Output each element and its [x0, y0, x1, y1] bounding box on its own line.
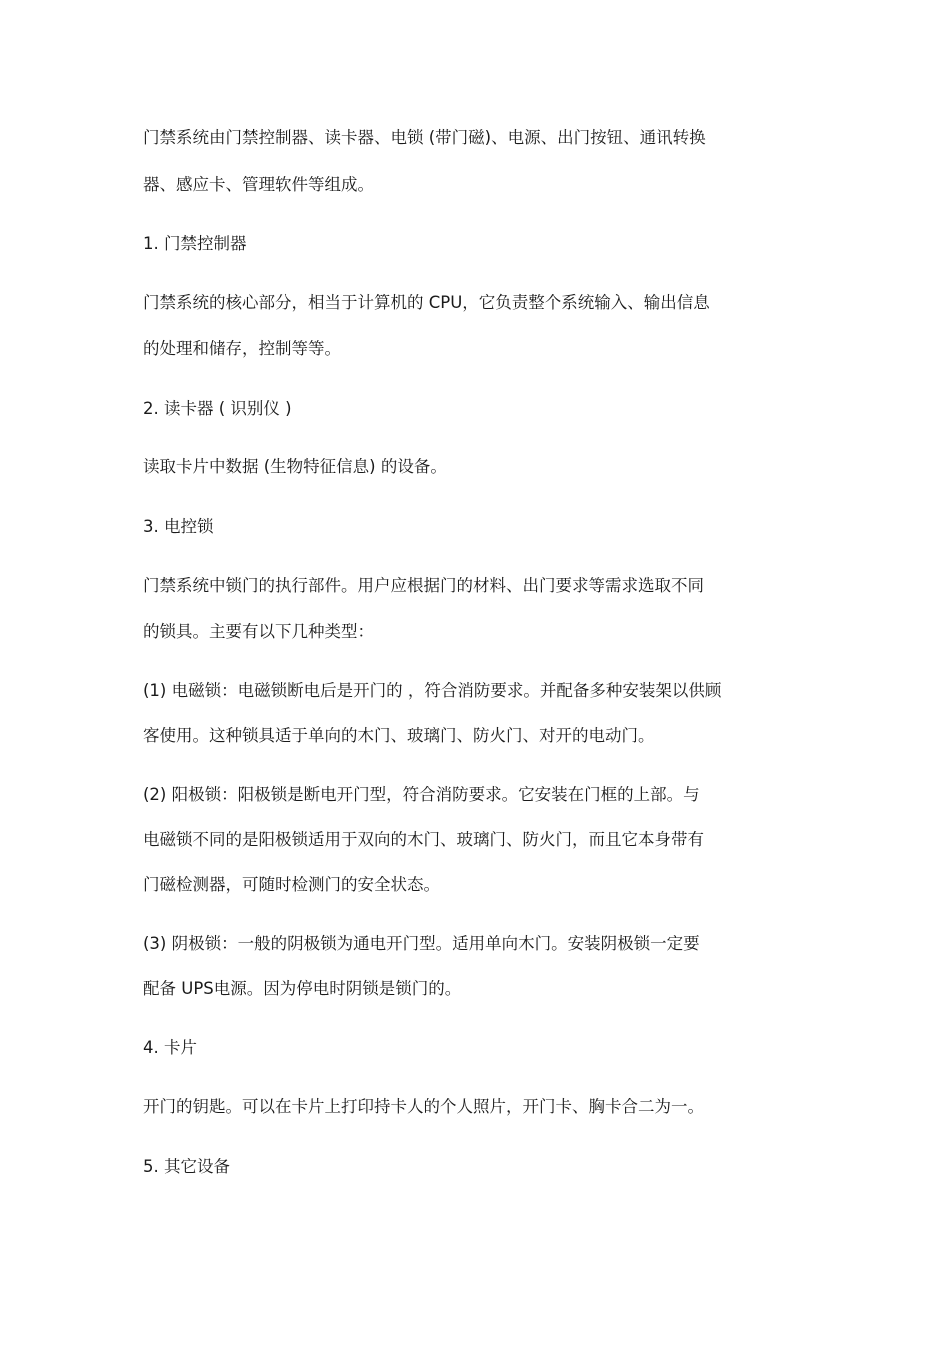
item-3-line-2: 配备 UPS电源。因为停电时阴锁是锁门的。 [143, 979, 462, 998]
item-1-line-2: 客使用。这种锁具适于单向的木门、玻璃门、防火门、对开的电动门。 [143, 726, 655, 745]
item-2-line-2: 电磁锁不同的是阳极锁适用于双向的木门、玻璃门、防火门，而且它本身带有 [143, 830, 704, 849]
section-1-line-1: 门禁系统的核心部分，相当于计算机的 CPU，它负责整个系统输入、输出信息 [143, 293, 710, 312]
section-1-heading: 1. 门禁控制器 [143, 234, 247, 253]
item-2-line-3: 门磁检测器，可随时检测门的安全状态。 [143, 875, 440, 894]
section-5-heading: 5. 其它设备 [143, 1157, 230, 1176]
section-3-heading: 3. 电控锁 [143, 517, 214, 536]
section-3-line-1: 门禁系统中锁门的执行部件。用户应根据门的材料、出门要求等需求选取不同 [143, 576, 704, 595]
section-4-heading: 4. 卡片 [143, 1038, 197, 1057]
intro-line-2: 器、感应卡、管理软件等组成。 [143, 175, 374, 194]
intro-line-1: 门禁系统由门禁控制器、读卡器、电锁 (带门磁)、电源、出门按钮、通讯转换 [143, 128, 706, 147]
item-3-line-1: (3) 阴极锁：一般的阴极锁为通电开门型。适用单向木门。安装阴极锁一定要 [143, 934, 700, 953]
section-2-heading: 2. 读卡器 ( 识别仪 ) [143, 399, 292, 418]
section-2-line-1: 读取卡片中数据 (生物特征信息) 的设备。 [143, 457, 447, 476]
item-1-line-1: (1) 电磁锁：电磁锁断电后是开门的 ，符合消防要求。并配备多种安装架以供顾 [143, 681, 722, 700]
section-1-line-2: 的处理和储存，控制等等。 [143, 339, 341, 358]
section-4-line-1: 开门的钥匙。可以在卡片上打印持卡人的个人照片，开门卡、胸卡合二为一。 [143, 1097, 704, 1116]
item-2-line-1: (2) 阳极锁：阳极锁是断电开门型，符合消防要求。它安装在门框的上部。与 [143, 785, 700, 804]
section-3-line-2: 的锁具。主要有以下几种类型： [143, 622, 374, 641]
